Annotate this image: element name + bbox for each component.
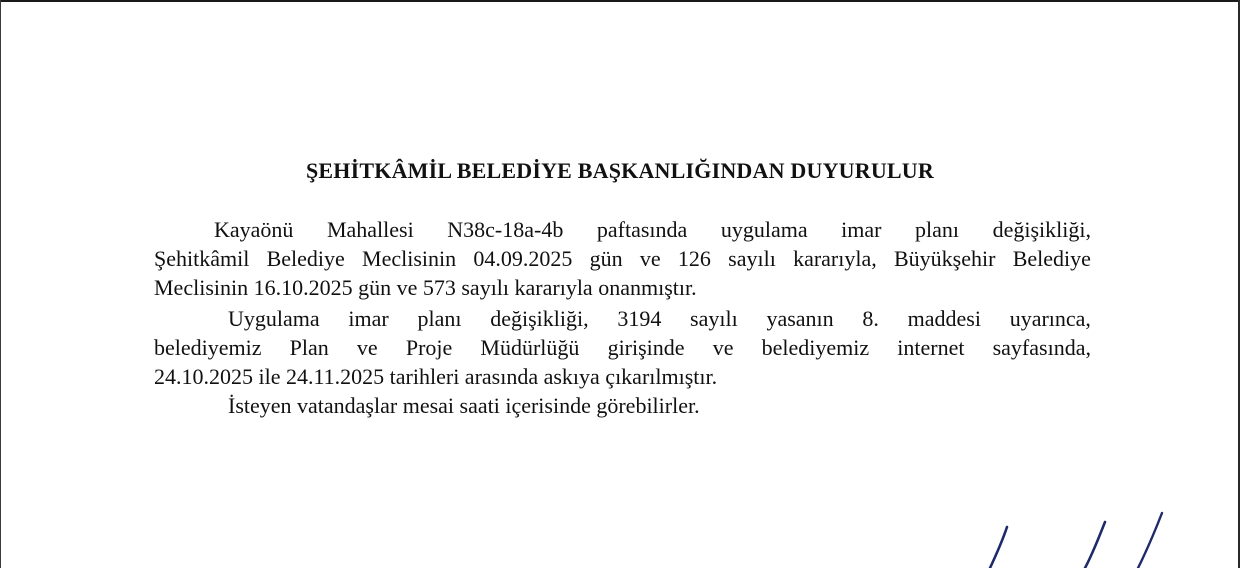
word: sayılı (728, 246, 776, 271)
paragraph-viewing (154, 391, 1091, 420)
word: ve (356, 335, 378, 360)
word: internet (897, 335, 965, 360)
word: belediyemiz (761, 335, 870, 360)
word: paftasında (596, 217, 688, 242)
paragraph-line: İsteyen vatandaşlar mesai saati içerisinde görebilirler. (228, 393, 700, 418)
scan-border-left (0, 0, 1, 568)
paragraph-line: Meclisinin 16.10.2025 gün ve 573 sayılı kararıyla onanmıştır. (154, 275, 697, 300)
word: belediyemiz (154, 335, 262, 360)
signature-stroke (1085, 522, 1105, 568)
word: uygulama (720, 217, 808, 242)
word: 3194 (617, 306, 662, 331)
word: uyarınca, (1009, 306, 1091, 331)
word: imar (841, 217, 882, 242)
word: N38c-18a-4b (447, 217, 564, 242)
paragraph-line (154, 244, 1091, 273)
word: sayılı (690, 306, 738, 331)
word: Belediye (266, 246, 345, 271)
word: Kayaönü (214, 217, 294, 242)
word: değişikliği, (992, 217, 1091, 242)
paragraph-line (154, 333, 1091, 362)
signature-icon (975, 505, 1175, 568)
word: kararıyla, (793, 246, 877, 271)
word: Mahallesi (326, 217, 414, 242)
word: Proje (405, 335, 453, 360)
word: değişikliği, (490, 306, 589, 331)
word: 04.09.2025 (473, 246, 573, 271)
signature-stroke (1138, 513, 1162, 568)
paragraph-line (154, 215, 1091, 244)
word: Meclisinin (362, 246, 457, 271)
word: planı (417, 306, 462, 331)
paragraph-publication (154, 304, 1091, 391)
scan-border-top (0, 0, 1240, 2)
word: planı (915, 217, 960, 242)
word: 126 (677, 246, 711, 271)
word: gün (589, 246, 623, 271)
paragraph-line: 24.10.2025 ile 24.11.2025 tarihleri arasında askıya çıkarılmıştır. (154, 364, 718, 389)
word: Şehitkâmil (154, 246, 250, 271)
word: sayfasında, (992, 335, 1091, 360)
word: imar (348, 306, 389, 331)
signature-stroke (990, 527, 1007, 568)
word: 8. (862, 306, 879, 331)
paragraph-line (154, 304, 1091, 333)
word: Uygulama (228, 306, 320, 331)
word: Büyükşehir (894, 246, 996, 271)
word: Müdürlüğü (480, 335, 580, 360)
document-title: ŞEHİTKÂMİL BELEDİYE BAŞKANLIĞINDAN DUYURULUR (306, 158, 934, 183)
word: ve (639, 246, 661, 271)
word: Belediye (1012, 246, 1091, 271)
word: yasanın (766, 306, 834, 331)
word: girişinde (607, 335, 685, 360)
word: ve (712, 335, 734, 360)
word: Plan (289, 335, 329, 360)
word: maddesi (907, 306, 981, 331)
paragraph-approval (154, 215, 1091, 302)
